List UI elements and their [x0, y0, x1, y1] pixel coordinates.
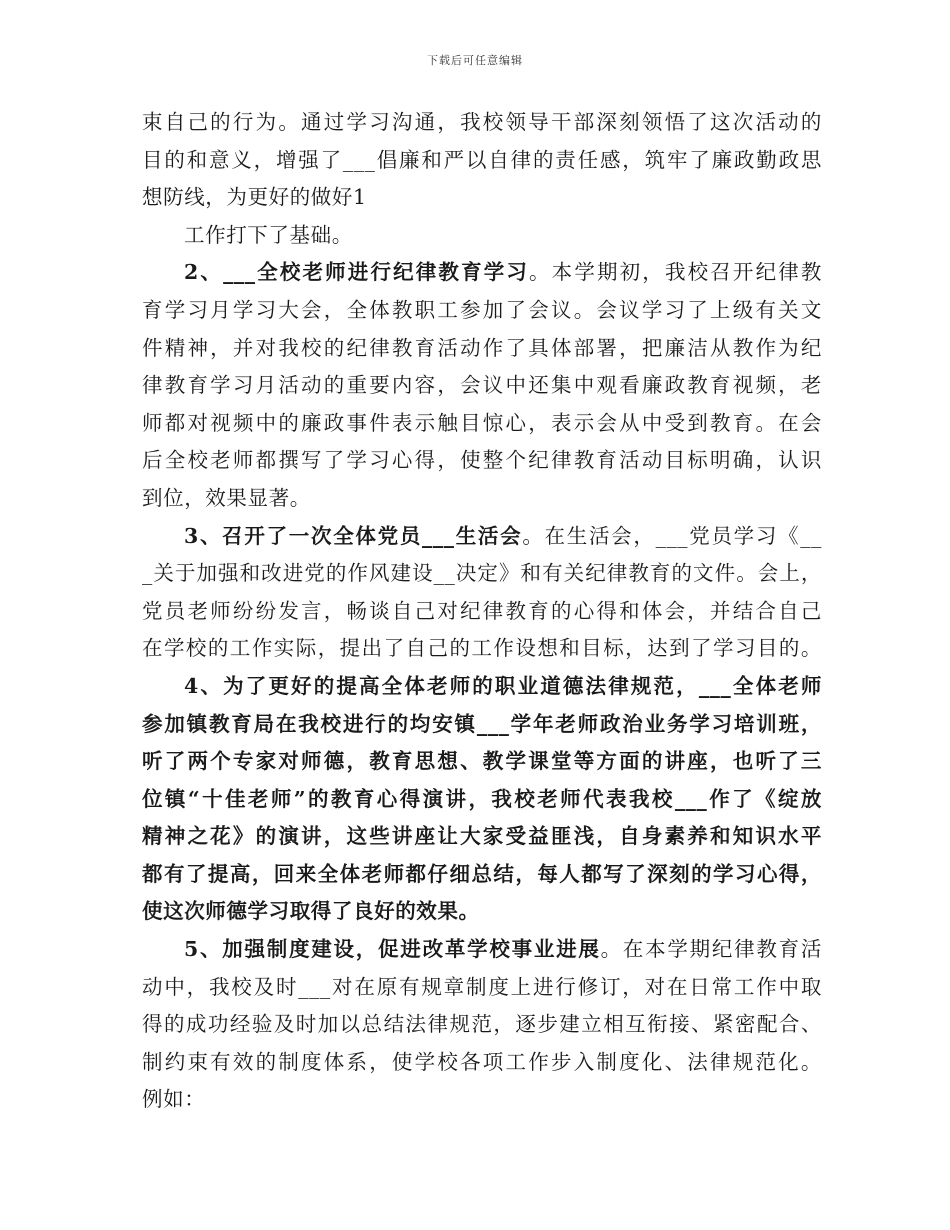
section-5-heading: 5、加强制度建设，促进改革学校事业进展 — [184, 937, 601, 962]
paragraph-line: 束自己的行为。通过学习沟通，我校领导干部深刻领悟了这次活动的 — [142, 110, 822, 134]
section-3-text: 。在生活会，___党员学习《__ — [522, 523, 822, 548]
paragraph-line: 到位，效果显著。 — [142, 485, 311, 510]
section-3-heading-line — [142, 518, 822, 556]
section-4-line: 听了两个专家对师德，教育思想、教学课堂等方面的讲座，也听了三 — [142, 749, 822, 774]
paragraph-line: 工作打下了基础。 — [184, 222, 353, 247]
paragraph-line: 在学校的工作实际，提出了自己的工作设想和目标，达到了学习目的。 — [142, 636, 822, 661]
paragraph-line: 例如： — [142, 1087, 206, 1112]
section-4-line: 使这次师德学习取得了良好的效果。 — [142, 899, 480, 924]
paragraph-line: 育学习月学习大会，全体教职工参加了会议。会议学习了上级有关文 — [142, 297, 822, 322]
section-3-heading: 3、召开了一次全体党员___生活会 — [184, 523, 523, 548]
section-4-line: 精神之花》的演讲，这些讲座让大家受益匪浅，自身素养和知识水平 — [142, 824, 822, 849]
section-4-heading-line: 4、为了更好的提高全体老师的职业道德法律规范，___全体老师 — [184, 673, 822, 698]
paragraph-line: 得的成功经验及时加以总结法律规范，逐步建立相互衔接、紧密配合、 — [142, 1012, 822, 1037]
paragraph-line: 制约束有效的制度体系，使学校各项工作步入制度化、法律规范化。 — [142, 1049, 822, 1074]
section-4-line: 都有了提高，回来全体老师都仔细总结，每人都写了深刻的学习心得， — [142, 861, 822, 886]
paragraph-line: 想防线，为更好的做好1 — [142, 185, 367, 210]
section-2-heading-line — [142, 254, 822, 292]
paragraph-line: 党员老师纷纷发言，畅谈自己对纪律教育的心得和体会，并结合自己 — [142, 598, 822, 623]
section-4-line: 位镇“十佳老师”的教育心得演讲，我校老师代表我校___作了《绽放 — [142, 786, 822, 811]
paragraph-line: 目的和意义，增强了___倡廉和严以自律的责任感，筑牢了廉政勤政思 — [142, 147, 822, 172]
paragraph-line: 动中，我校及时___对在原有规章制度上进行修订，对在日常工作中取 — [142, 974, 822, 999]
section-5-text: 。在本学期纪律教育活 — [600, 937, 822, 962]
section-5-heading-line — [142, 931, 822, 969]
document-body — [142, 104, 822, 1119]
paragraph-line: 律教育学习月活动的重要内容，会议中还集中观看廉政教育视频，老 — [142, 373, 822, 398]
paragraph-line: 师都对视频中的廉政事件表示触目惊心，表示会从中受到教育。在会 — [142, 410, 822, 435]
section-4-line: 参加镇教育局在我校进行的均安镇___学年老师政治业务学习培训班， — [142, 711, 822, 736]
paragraph-line: 后全校老师都撰写了学习心得，使整个纪律教育活动目标明确，认识 — [142, 448, 822, 473]
section-2-text: 。本学期初，我校召开纪律教 — [529, 260, 822, 285]
paragraph-line: _关于加强和改进党的作风建设__决定》和有关纪律教育的文件。会上， — [142, 561, 822, 586]
section-2-heading: 2、___全校老师进行纪律教育学习 — [184, 260, 530, 285]
page-header-note: 下载后可任意编辑 — [427, 54, 523, 67]
paragraph-line: 件精神，并对我校的纪律教育活动作了具体部署，把廉洁从教作为纪 — [142, 335, 822, 360]
